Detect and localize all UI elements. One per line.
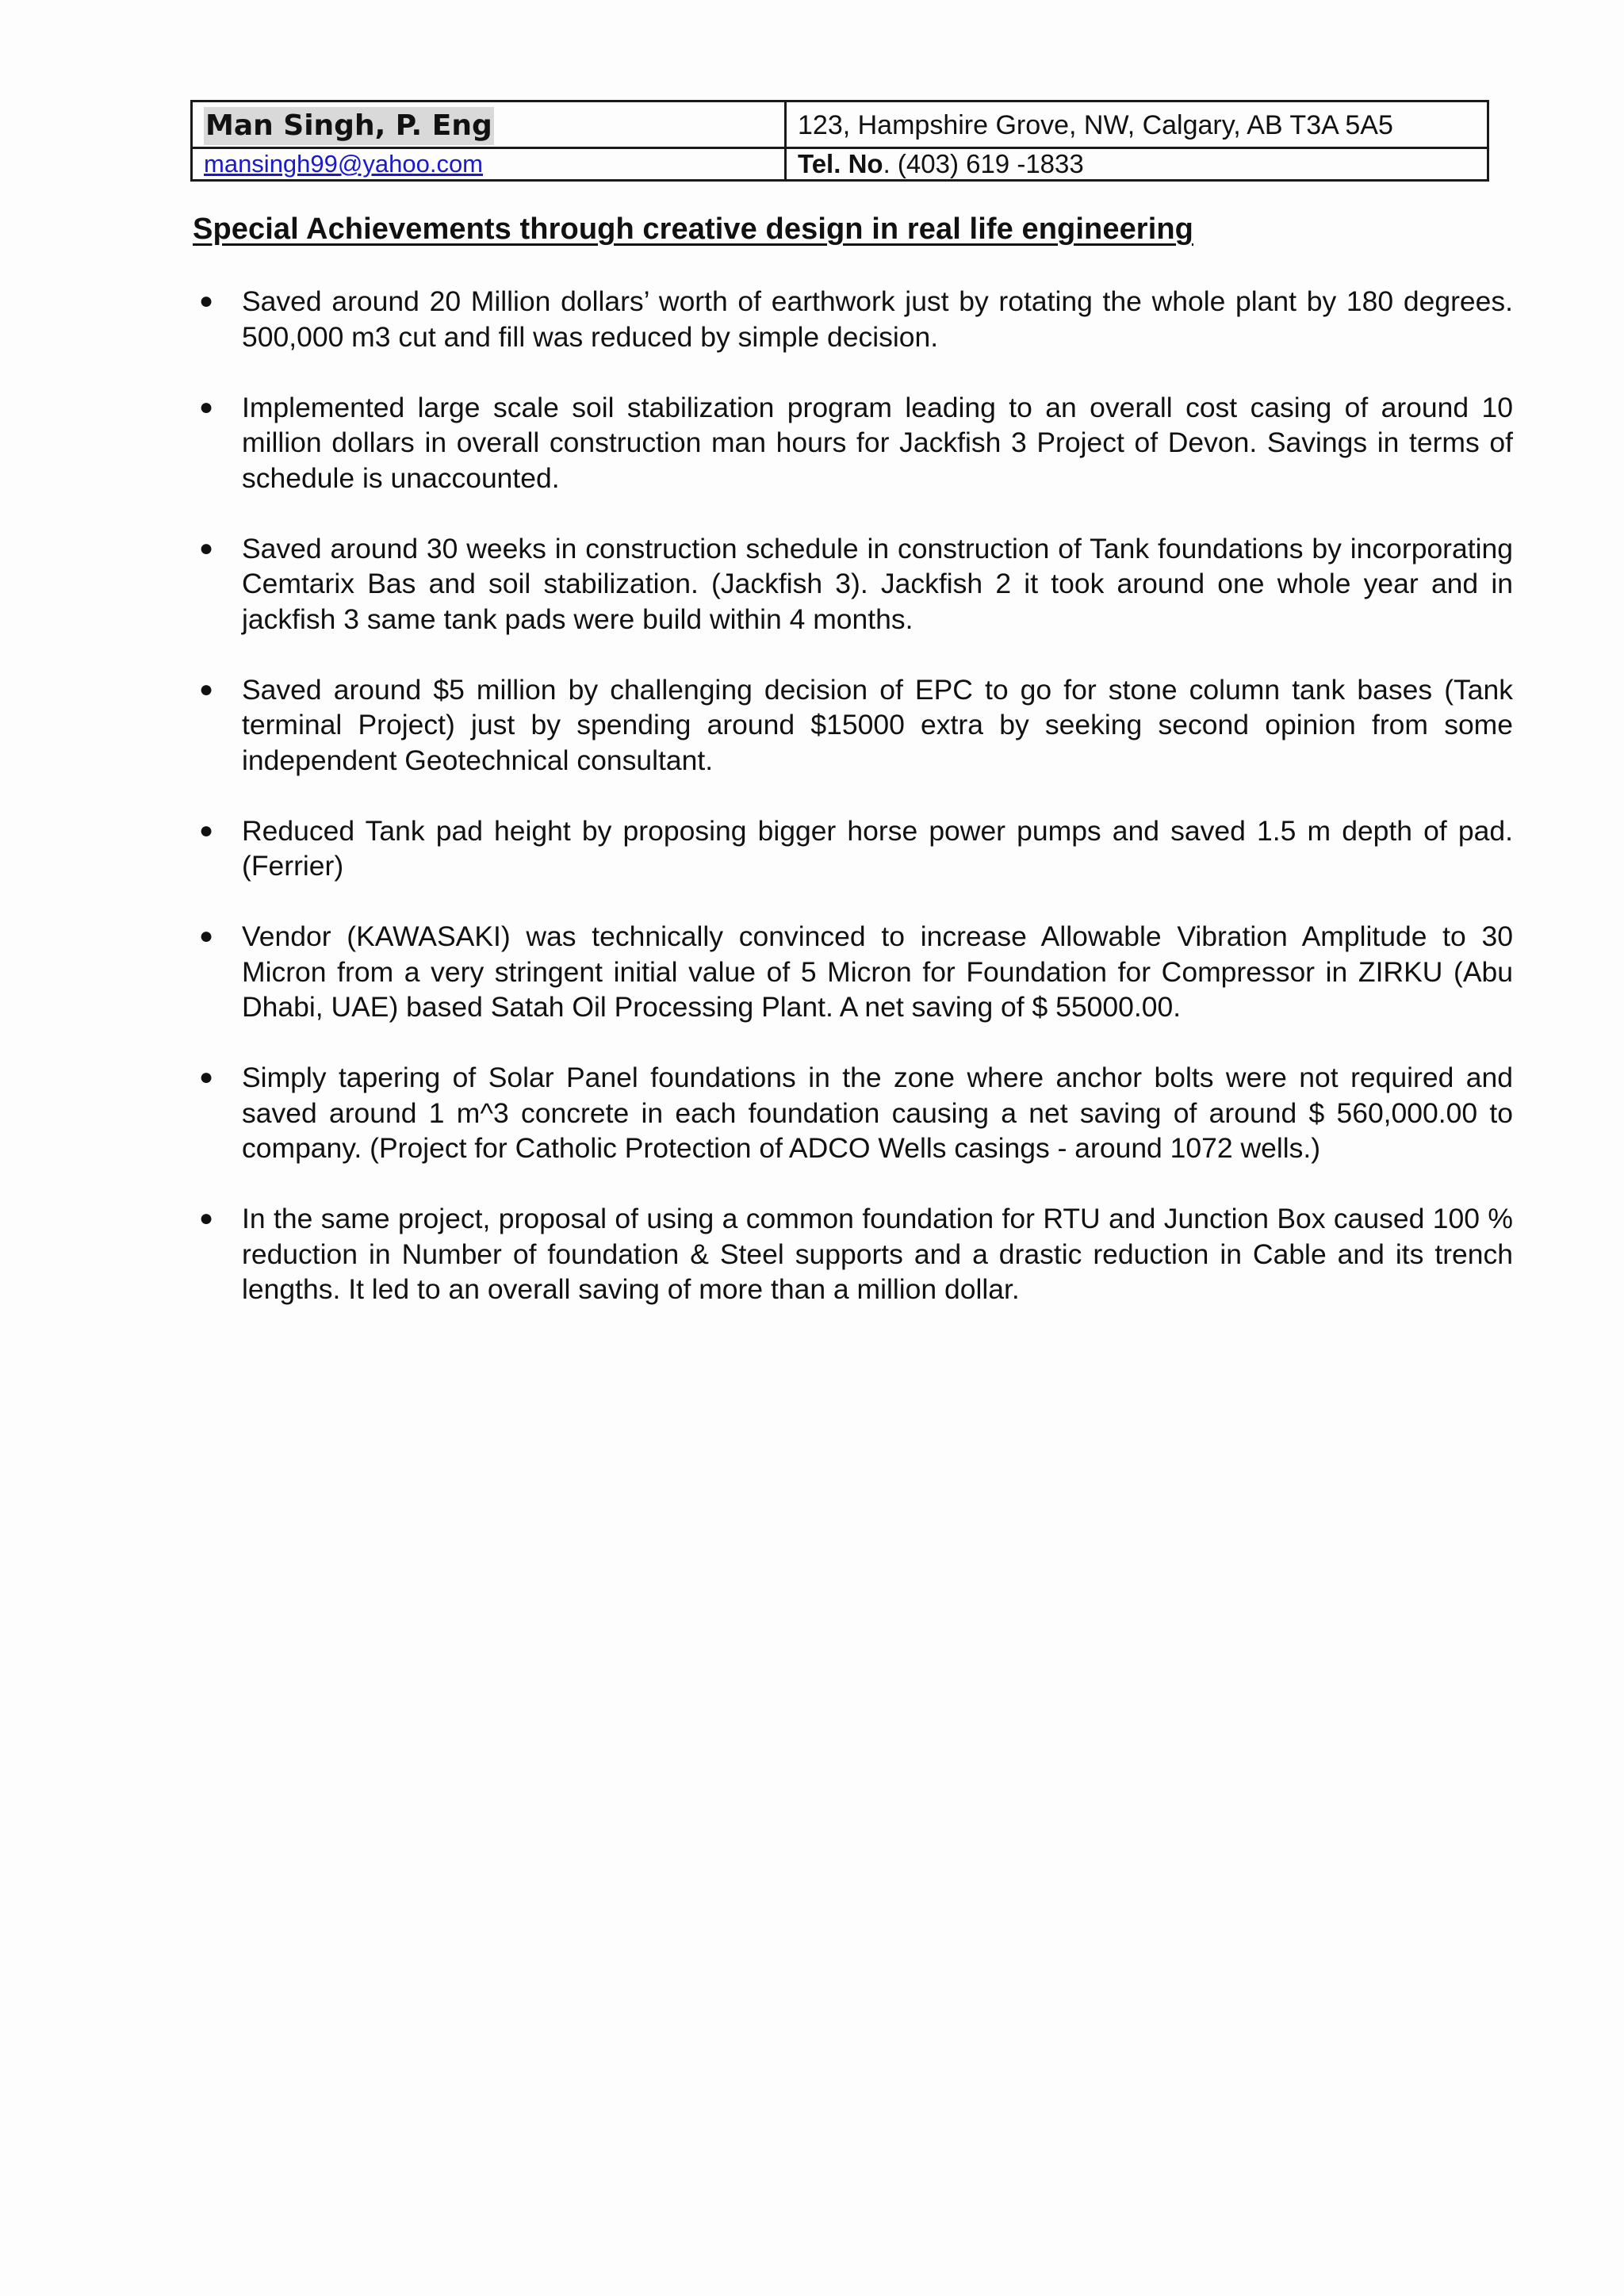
bullet-icon: ●: [198, 393, 214, 420]
bullet-icon: ●: [198, 534, 214, 561]
tel-value: . (403) 619 -1833: [883, 149, 1084, 178]
list-item: [198, 284, 1513, 354]
list-item: [198, 531, 1513, 637]
achievement-text: Simply tapering of Solar Panel foundations in the zone where anchor bolts were not required and saved around 1 m^3 concrete in each foundation causing a net saving of around $ 560,000.00 to company. (Project for Catholic Protection of ADCO Wells casings - around 1072 wells.): [242, 1062, 1513, 1164]
bullet-icon: ●: [198, 817, 214, 844]
list-item: [198, 672, 1513, 779]
achievement-text: Saved around 20 Million dollars’ worth of earthwork just by rotating the whole plant by 180 degrees. 500,000 m3 cut and fill was reduced by simple decision.: [242, 285, 1513, 353]
bullet-icon: ●: [198, 1205, 214, 1231]
achievement-text: Implemented large scale soil stabilization program leading to an overall cost casing of around 10 million dollars in overall construction man hours for Jackfish 3 Project of Devon. Savings in terms of schedule is unaccounted.: [242, 391, 1513, 494]
email-link[interactable]: mansingh99@yahoo.com: [204, 150, 484, 178]
address-cell: [786, 101, 1488, 148]
tel-cell: [786, 148, 1488, 181]
candidate-name: Man Singh, P. Eng: [204, 107, 494, 145]
list-item: [198, 919, 1513, 1025]
contact-header-table: [190, 100, 1489, 182]
achievement-text: Saved around 30 weeks in construction schedule in construction of Tank foundations by incorporating Cemtarix Bas and soil stabilization. (Jackfish 3). Jackfish 2 it took around one whole year and in jackfish 3 same tank pads were build within 4 months.: [242, 532, 1513, 635]
bullet-icon: ●: [198, 1064, 214, 1090]
achievement-text: Reduced Tank pad height by proposing bigger horse power pumps and saved 1.5 m depth of pad. (Ferrier): [242, 814, 1513, 882]
tel-label: Tel. No: [798, 149, 883, 178]
email-cell: [192, 148, 786, 181]
list-item: [198, 390, 1513, 496]
bullet-icon: ●: [198, 288, 214, 314]
bullet-icon: ●: [198, 675, 214, 702]
list-item: [198, 1060, 1513, 1166]
list-item: [198, 813, 1513, 884]
achievement-text: Vendor (KAWASAKI) was technically convinced to increase Allowable Vibration Amplitude to 30 Micron from a very stringent initial value of 5 Micron for Foundation for Compressor in ZIRKU (Abu Dhabi, UAE) based Satah Oil Processing Plant. A net saving of $ 55000.00.: [242, 920, 1513, 1023]
bullet-icon: ●: [198, 923, 214, 949]
address-text: 123, Hampshire Grove, NW, Calgary, AB T3A 5A5: [798, 110, 1393, 140]
achievements-list: [198, 284, 1513, 1342]
achievement-text: In the same project, proposal of using a common foundation for RTU and Junction Box caused 100 % reduction in Number of foundation & Steel supports and a drastic reduction in Cable and its trench lengths. It led to an overall saving of more than a million dollar.: [242, 1203, 1513, 1305]
list-item: [198, 1201, 1513, 1307]
achievement-text: Saved around $5 million by challenging decision of EPC to go for stone column tank bases (Tank terminal Project) just by spending around $15000 extra by seeking second opinion from some independent Geotechnical consultant.: [242, 673, 1513, 776]
section-heading: Special Achievements through creative design in real life engineering: [193, 212, 1193, 246]
name-cell: [192, 101, 786, 148]
